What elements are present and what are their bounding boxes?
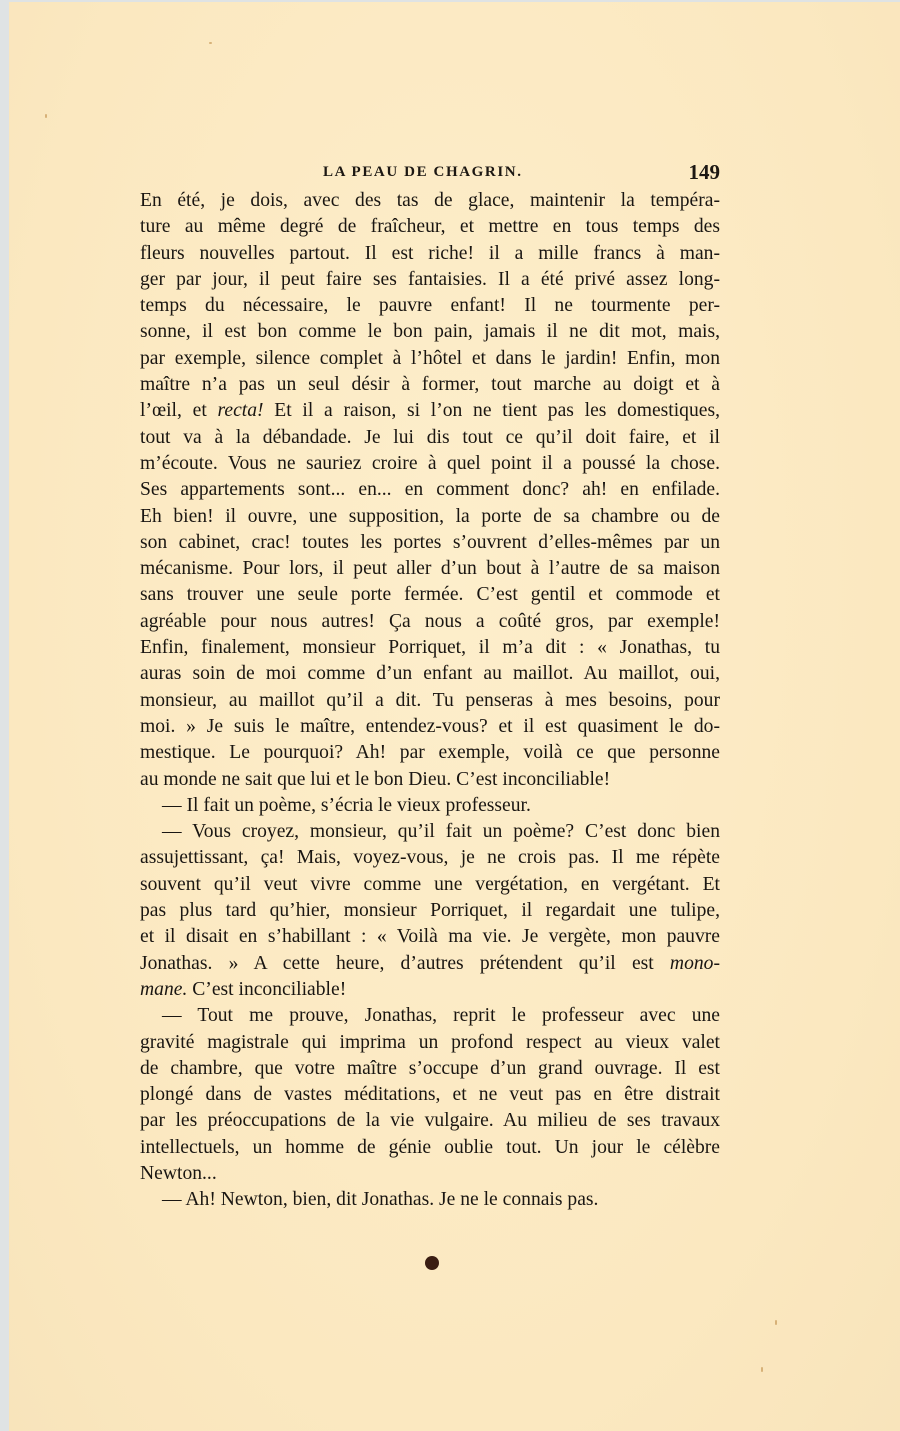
text-line: par exemple, silence complet à l’hôtel et dans le jardin! Enfin, mon	[140, 347, 720, 369]
text-line: — Ah! Newton, bien, dit Jonathas. Je ne le connais pas.	[162, 1189, 599, 1211]
text-line: pas plus tard qu’hier, monsieur Porriquet, il regardait une tulipe,	[140, 900, 720, 922]
text-line: Jonathas. » A cette heure, d’autres prétendent qu’il est mono-	[140, 952, 720, 974]
text-line: fleurs nouvelles partout. Il est riche! il a mille francs à man-	[140, 242, 720, 264]
text-line: maître n’a pas un seul désir à former, tout marche au doigt et à	[140, 374, 720, 396]
text-line: son cabinet, crac! toutes les portes s’ouvrent d’elles-mêmes par un	[140, 531, 720, 553]
text-line: au monde ne sait que lui et le bon Dieu. C’est inconciliable!	[140, 768, 611, 790]
book-page	[9, 2, 900, 1431]
text-line: sonne, il est bon comme le bon pain, jamais il ne dit mot, mais,	[140, 321, 720, 343]
paragraph	[140, 819, 720, 1003]
text-line: Enfin, finalement, monsieur Porriquet, il m’a dit : « Jonathas, tu	[140, 637, 720, 659]
text-line: souvent qu’il veut vivre comme une vergétation, en vergétant. Et	[140, 873, 720, 895]
text-line: — Tout me prouve, Jonathas, reprit le professeur avec une	[162, 1005, 720, 1027]
text-line: intellectuels, un homme de génie oublie tout. Un jour le célèbre	[140, 1136, 720, 1158]
text-line: sans trouver une seule porte fermée. C’est gentil et commode et	[140, 584, 720, 606]
paper-speck	[209, 42, 212, 44]
text-line: — Il fait un poème, s’écria le vieux professeur.	[162, 794, 531, 816]
running-title: LA PEAU DE CHAGRIN.	[323, 164, 523, 180]
paragraph	[140, 188, 720, 793]
paragraph	[140, 1187, 720, 1213]
text-line: l’œil, et recta! Et il a raison, si l’on ne tient pas les domestiques,	[140, 400, 720, 422]
text-line: Eh bien! il ouvre, une supposition, la porte de sa chambre ou de	[140, 505, 720, 527]
text-line: agréable pour nous autres! Ça nous a coûté gros, par exemple!	[140, 610, 720, 632]
page-number: 149	[688, 160, 720, 184]
paper-speck	[761, 1367, 763, 1372]
text-line: assujettissant, ça! Mais, voyez-vous, je ne crois pas. Il me répète	[140, 847, 720, 869]
text-line: gravité magistrale qui imprima un profond respect au vieux valet	[140, 1031, 720, 1053]
text-line: auras soin de moi comme d’un enfant au maillot. Au maillot, oui,	[140, 663, 720, 685]
page-body	[140, 188, 720, 1214]
text-line: m’écoute. Vous ne sauriez croire à quel point il a poussé la chose.	[140, 452, 720, 474]
text-line: Ses appartements sont... en... en comment donc? ah! en enfilade.	[140, 479, 720, 501]
text-line: ture au même degré de fraîcheur, et mettre en tous temps des	[140, 216, 720, 238]
text-line: tout va à la débandade. Je lui dis tout ce qu’il doit faire, et il	[140, 426, 720, 448]
text-line: temps du nécessaire, le pauvre enfant! Il ne tourmente per-	[140, 295, 720, 317]
bullet-ornament-icon	[425, 1256, 439, 1270]
page-header	[140, 160, 720, 186]
text-line: plongé dans de vastes méditations, et ne veut pas en être distrait	[140, 1084, 720, 1106]
paragraph	[140, 1003, 720, 1187]
text-line: monsieur, au maillot qu’il a dit. Tu penseras à mes besoins, pour	[140, 689, 720, 711]
text-line: moi. » Je suis le maître, entendez-vous? et il est quasiment le do-	[140, 715, 720, 737]
text-line: et il disait en s’habillant : « Voilà ma vie. Je vergète, mon pauvre	[140, 926, 720, 948]
text-line: de chambre, que votre maître s’occupe d’un grand ouvrage. Il est	[140, 1057, 720, 1079]
paragraph	[140, 793, 720, 819]
text-line: mécanisme. Pour lors, il peut aller d’un bout à l’autre de sa maison	[140, 558, 720, 580]
paper-speck	[45, 114, 47, 118]
text-line: Newton...	[140, 1162, 217, 1184]
text-line: En été, je dois, avec des tas de glace, maintenir la tempéra-	[140, 190, 720, 211]
paper-speck	[775, 1320, 777, 1325]
text-line: ger par jour, il peut faire ses fantaisies. Il a été privé assez long-	[140, 268, 720, 290]
text-line: par les préoccupations de la vie vulgaire. Au milieu de ses travaux	[140, 1110, 720, 1132]
text-line: — Vous croyez, monsieur, qu’il fait un poème? C’est donc bien	[162, 821, 720, 843]
text-line: mestique. Le pourquoi? Ah! par exemple, voilà ce que personne	[140, 742, 720, 764]
text-line: mane. C’est inconciliable!	[140, 978, 347, 1000]
